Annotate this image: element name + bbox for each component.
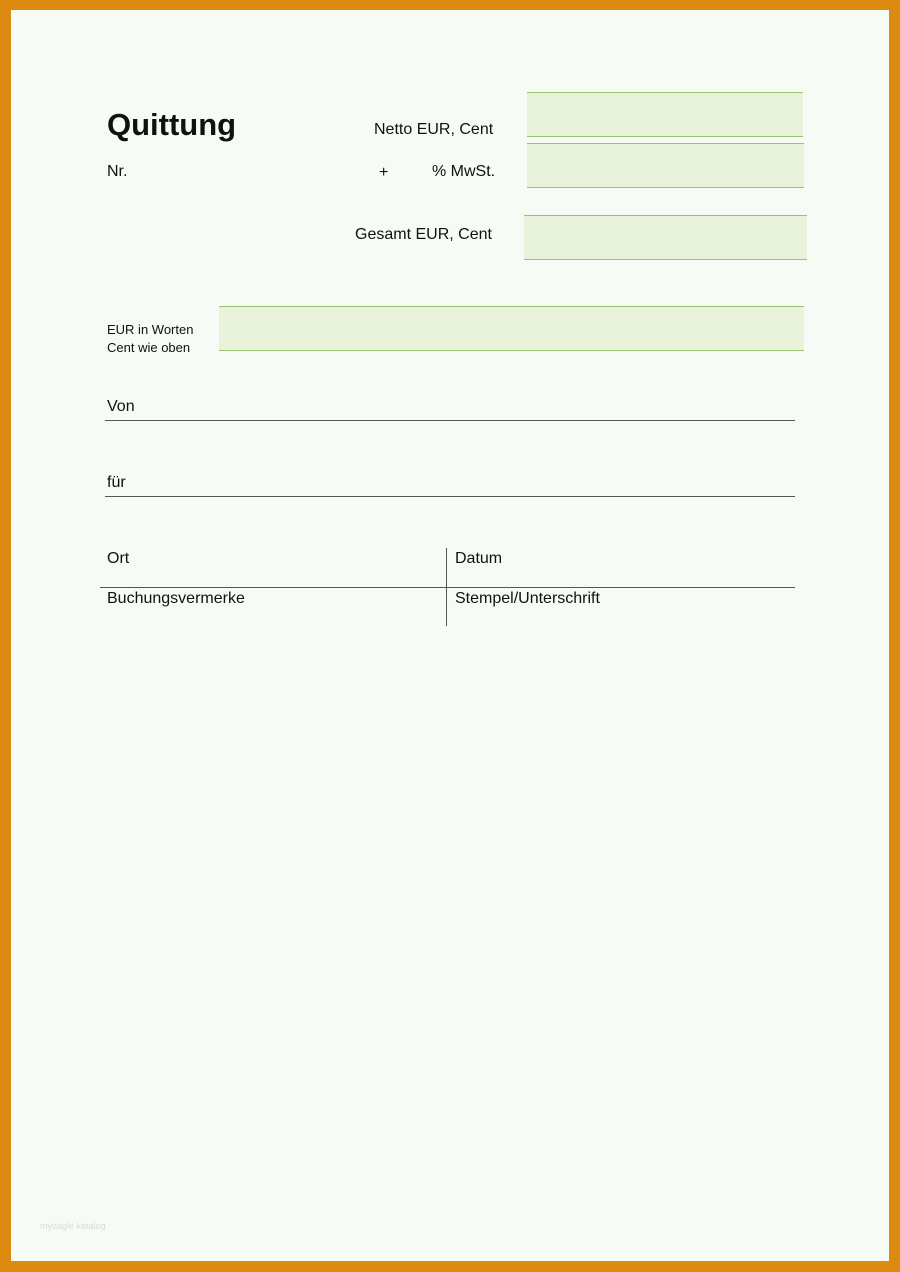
receipt-sheet bbox=[11, 10, 889, 1261]
amount-in-words-label: EUR in Worten bbox=[107, 322, 194, 337]
booking-notes-label: Buchungsvermerke bbox=[107, 590, 245, 607]
total-amount-field[interactable] bbox=[524, 215, 807, 260]
vat-label: % MwSt. bbox=[432, 163, 496, 180]
stamp-signature-label: Stempel/Unterschrift bbox=[455, 590, 600, 607]
total-amount-label: Gesamt EUR, Cent bbox=[355, 226, 492, 243]
place-date-line bbox=[100, 587, 795, 588]
from-line[interactable] bbox=[105, 420, 795, 421]
receipt-number-label: Nr. bbox=[107, 163, 128, 180]
column-divider bbox=[446, 548, 447, 626]
from-label: Von bbox=[107, 398, 135, 415]
receipt-title: Quittung bbox=[107, 107, 237, 142]
vat-amount-field[interactable] bbox=[527, 143, 804, 188]
watermark: mydagle katalog bbox=[40, 1221, 106, 1231]
for-line[interactable] bbox=[105, 496, 795, 497]
vat-plus-sign: + bbox=[379, 164, 389, 181]
net-amount-field[interactable] bbox=[527, 92, 803, 137]
place-label: Ort bbox=[107, 550, 130, 567]
date-label: Datum bbox=[455, 550, 503, 567]
cents-as-above-label: Cent wie oben bbox=[107, 340, 191, 355]
for-label: für bbox=[107, 474, 126, 491]
net-amount-label: Netto EUR, Cent bbox=[374, 121, 494, 138]
amount-in-words-field[interactable] bbox=[219, 306, 804, 351]
